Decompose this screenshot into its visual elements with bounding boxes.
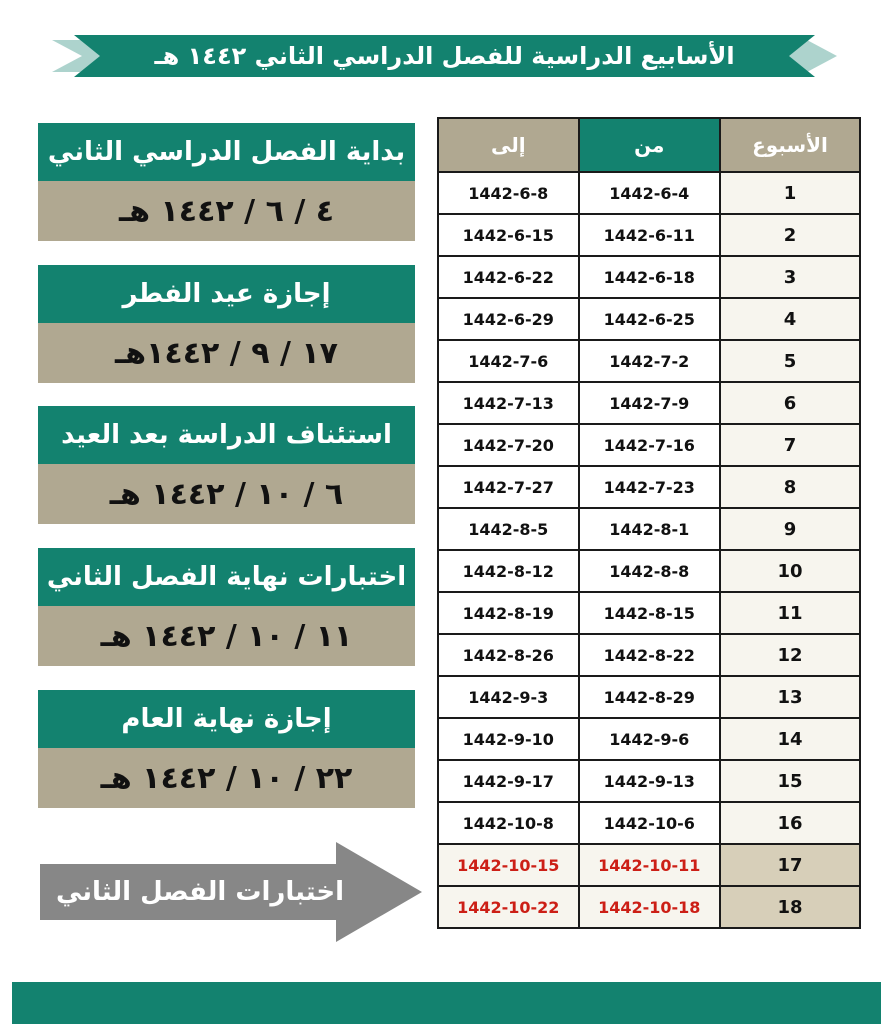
cell-week: 15 — [720, 760, 860, 802]
table-row — [438, 592, 860, 634]
table-row — [438, 550, 860, 592]
cell-from: 1442-7-16 — [579, 424, 721, 466]
cell-from: 1442-9-6 — [579, 718, 721, 760]
cell-from: 1442-10-18 — [579, 886, 721, 928]
cell-from: 1442-6-11 — [579, 214, 721, 256]
cell-week: 3 — [720, 256, 860, 298]
cell-week: 11 — [720, 592, 860, 634]
cell-week: 13 — [720, 676, 860, 718]
cell-from: 1442-8-15 — [579, 592, 721, 634]
card-label: استئناف الدراسة بعد العيد — [38, 406, 415, 464]
card-date: ٤ / ٦ / ١٤٤٢ هـ — [38, 181, 415, 241]
card-label: بداية الفصل الدراسي الثاني — [38, 123, 415, 181]
cell-from: 1442-7-9 — [579, 382, 721, 424]
cell-week: 17 — [720, 844, 860, 886]
cell-from: 1442-8-8 — [579, 550, 721, 592]
header-week: الأسبوع — [720, 118, 860, 172]
title-banner — [52, 30, 837, 82]
table-row — [438, 214, 860, 256]
cell-week: 12 — [720, 634, 860, 676]
cell-from: 1442-6-25 — [579, 298, 721, 340]
card-label: إجازة نهاية العام — [38, 690, 415, 748]
table-row — [438, 256, 860, 298]
cell-week: 7 — [720, 424, 860, 466]
cell-to: 1442-7-6 — [438, 340, 579, 382]
cell-to: 1442-10-8 — [438, 802, 579, 844]
header-from: من — [579, 118, 721, 172]
cell-to: 1442-7-27 — [438, 466, 579, 508]
card-eid-holiday — [38, 265, 415, 383]
table-row — [438, 298, 860, 340]
cell-to: 1442-6-8 — [438, 172, 579, 214]
cell-to: 1442-7-20 — [438, 424, 579, 466]
cell-from: 1442-8-29 — [579, 676, 721, 718]
card-date: ٢٢ / ١٠ / ١٤٤٢ هـ — [38, 748, 415, 808]
table-row — [438, 382, 860, 424]
header-to: إلى — [438, 118, 579, 172]
cell-week: 4 — [720, 298, 860, 340]
cell-from: 1442-7-23 — [579, 466, 721, 508]
cell-to: 1442-9-10 — [438, 718, 579, 760]
card-label: اختبارات نهاية الفصل الثاني — [38, 548, 415, 606]
cell-week: 2 — [720, 214, 860, 256]
page-title: الأسابيع الدراسية للفصل الدراسي الثاني ١٤٤٢ هـ — [154, 42, 735, 70]
card-semester-start — [38, 123, 415, 241]
table-row — [438, 676, 860, 718]
table-row — [438, 886, 860, 928]
cell-to: 1442-8-12 — [438, 550, 579, 592]
table-row — [438, 424, 860, 466]
cell-to: 1442-7-13 — [438, 382, 579, 424]
table-row — [438, 466, 860, 508]
cell-to: 1442-10-15 — [438, 844, 579, 886]
cell-to: 1442-8-26 — [438, 634, 579, 676]
exams-arrow — [40, 842, 422, 942]
table-row — [438, 172, 860, 214]
card-date: ٦ / ١٠ / ١٤٤٢ هـ — [38, 464, 415, 524]
card-date: ١١ / ١٠ / ١٤٤٢ هـ — [38, 606, 415, 666]
cell-from: 1442-9-13 — [579, 760, 721, 802]
cell-to: 1442-10-22 — [438, 886, 579, 928]
cell-week: 14 — [720, 718, 860, 760]
cell-from: 1442-10-6 — [579, 802, 721, 844]
cell-from: 1442-10-11 — [579, 844, 721, 886]
cell-week: 18 — [720, 886, 860, 928]
cell-from: 1442-6-18 — [579, 256, 721, 298]
cell-to: 1442-8-19 — [438, 592, 579, 634]
table-row — [438, 760, 860, 802]
table-row — [438, 718, 860, 760]
cell-week: 16 — [720, 802, 860, 844]
cell-week: 9 — [720, 508, 860, 550]
cell-to: 1442-6-15 — [438, 214, 579, 256]
table-row — [438, 634, 860, 676]
cell-to: 1442-6-22 — [438, 256, 579, 298]
cell-to: 1442-6-29 — [438, 298, 579, 340]
card-final-exams — [38, 548, 415, 666]
cell-week: 1 — [720, 172, 860, 214]
table-row — [438, 340, 860, 382]
cell-from: 1442-8-1 — [579, 508, 721, 550]
table-row — [438, 802, 860, 844]
table-row — [438, 508, 860, 550]
card-resume-study — [38, 406, 415, 524]
cell-week: 5 — [720, 340, 860, 382]
cell-from: 1442-7-2 — [579, 340, 721, 382]
table-header-row — [438, 118, 860, 172]
card-year-end-holiday — [38, 690, 415, 808]
cell-from: 1442-6-4 — [579, 172, 721, 214]
weeks-table — [437, 117, 861, 929]
cell-to: 1442-9-17 — [438, 760, 579, 802]
cell-to: 1442-8-5 — [438, 508, 579, 550]
cell-week: 6 — [720, 382, 860, 424]
cell-from: 1442-8-22 — [579, 634, 721, 676]
table-row — [438, 844, 860, 886]
card-label: إجازة عيد الفطر — [38, 265, 415, 323]
cell-week: 8 — [720, 466, 860, 508]
cell-week: 10 — [720, 550, 860, 592]
footer-bar — [12, 982, 881, 1024]
cell-to: 1442-9-3 — [438, 676, 579, 718]
card-date: ١٧ / ٩ / ١٤٤٢هـ — [38, 323, 415, 383]
arrow-label: اختبارات الفصل الثاني — [55, 877, 345, 907]
